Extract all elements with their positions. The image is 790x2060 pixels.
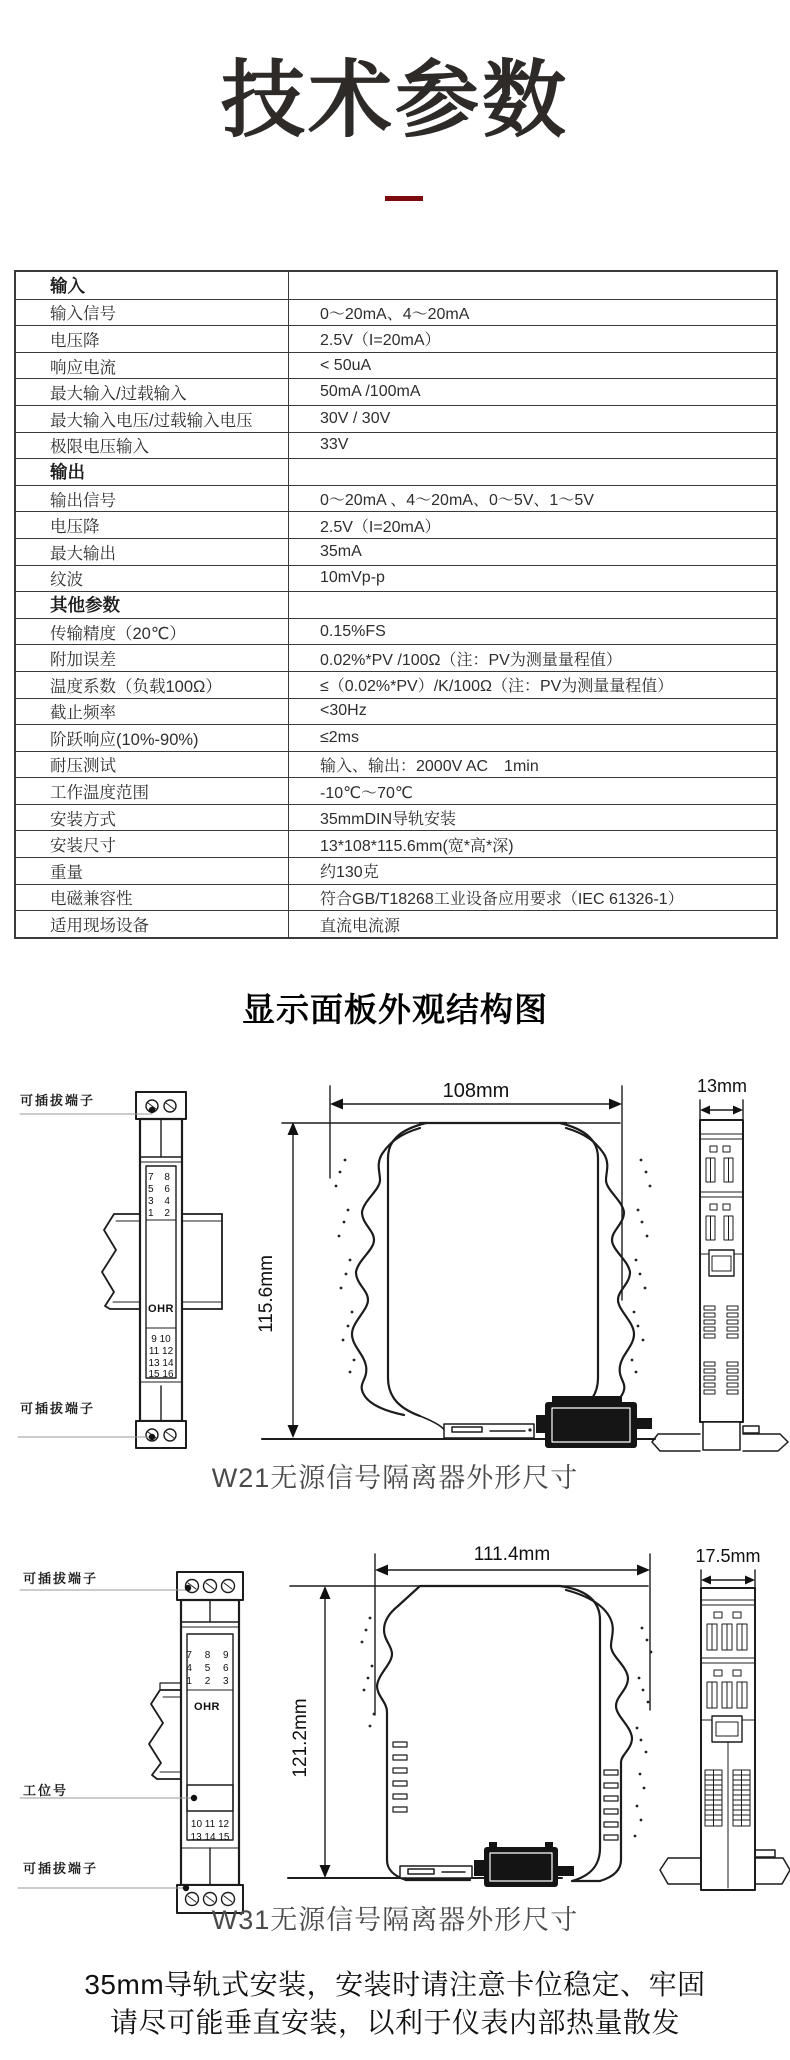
w21-height-dim-text: 115.6mm <box>256 1255 277 1333</box>
w31-bottom-pointer-dot <box>183 1885 189 1891</box>
w21-side-view <box>262 1086 655 1448</box>
svg-text:3 4: 3 4 <box>148 1196 174 1207</box>
svg-text:11 12: 11 12 <box>148 1346 174 1357</box>
row-value: 0.02%*PV /100Ω（注：PV为测量量程值） <box>320 651 622 669</box>
svg-text:13 14: 13 14 <box>148 1358 174 1369</box>
row-label: 最大输出 <box>16 539 289 565</box>
w31-pointer-lines <box>18 1590 194 1888</box>
row-value: 13*108*115.6mm(宽*高*深) <box>320 837 514 855</box>
table-row <box>16 565 776 592</box>
table-row <box>16 830 776 857</box>
w31-station-label: 工位号 <box>23 1783 69 1798</box>
table-row <box>16 698 776 725</box>
table-section-row <box>16 458 776 485</box>
row-label: 安装方式 <box>16 805 289 831</box>
w31-depth-dimension <box>701 1570 755 1588</box>
installation-note-line2: 请尽可能垂直安装，以利于仪表内部热量散发 <box>109 2007 680 2038</box>
table-row <box>16 352 776 379</box>
w31-station-pointer-dot <box>191 1795 197 1801</box>
row-label: 输出信号 <box>16 486 289 512</box>
w21-end-view <box>652 1100 788 1451</box>
table-row <box>16 777 776 804</box>
table-row <box>16 325 776 352</box>
svg-text:9 10: 9 10 <box>151 1334 171 1345</box>
w31-height-dim-text: 121.2mm <box>290 1698 311 1778</box>
row-label: 温度系数（负载100Ω） <box>16 672 289 698</box>
w31-din-rail <box>149 1683 182 1779</box>
row-label: 安装尺寸 <box>16 831 289 857</box>
page-title: 技术参数 <box>220 53 569 147</box>
row-value: 30V / 30V <box>320 409 391 427</box>
table-row <box>16 751 776 778</box>
row-value <box>289 592 776 618</box>
table-row <box>16 804 776 831</box>
w21-pointer-lines <box>18 1114 152 1437</box>
w21-width-dim-text: 108mm <box>442 1080 510 1102</box>
row-value: < 50uA <box>320 356 372 374</box>
w31-drawing <box>0 1530 790 1930</box>
w31-caption: W31无源信号隔离器外形尺寸 <box>211 1905 579 1935</box>
svg-text:4 5 6: 4 5 6 <box>186 1663 234 1674</box>
table-row <box>16 378 776 405</box>
row-label: 纹波 <box>16 566 289 592</box>
w31-flank-dots <box>361 1617 653 1838</box>
w21-end-rail-section <box>652 1422 788 1451</box>
row-label: 电磁兼容性 <box>16 885 289 911</box>
table-row <box>16 724 776 751</box>
table-row <box>16 644 776 671</box>
row-value: 约130克 <box>320 864 379 882</box>
svg-text:10 11 12: 10 11 12 <box>190 1819 230 1830</box>
w21-drawing <box>0 1060 790 1460</box>
row-label: 响应电流 <box>16 353 289 379</box>
table-row <box>16 405 776 432</box>
w31-top-terminal-label: 可插拔端子 <box>23 1571 99 1586</box>
svg-text:15 16: 15 16 <box>148 1369 174 1380</box>
table-row <box>16 618 776 645</box>
row-label: 耐压测试 <box>16 752 289 778</box>
spec-table <box>14 270 778 939</box>
row-label: 附加误差 <box>16 645 289 671</box>
w31-width-dimension <box>375 1554 650 1715</box>
w21-flank-dots <box>335 1159 652 1374</box>
row-value: 50mA /100mA <box>320 383 421 401</box>
row-label: 输出 <box>16 459 289 485</box>
table-section-row <box>16 591 776 618</box>
svg-text:5 6: 5 6 <box>148 1184 174 1195</box>
row-label: 工作温度范围 <box>16 778 289 804</box>
panel-section-title: 显示面板外观结构图 <box>242 991 548 1028</box>
w21-front-view <box>136 1092 186 1448</box>
row-value: 直流电流源 <box>320 917 401 935</box>
table-row <box>16 857 776 884</box>
w31-side-view <box>288 1554 652 1887</box>
row-label: 其他参数 <box>16 592 289 618</box>
row-label: 输入信号 <box>16 300 289 326</box>
row-value: 输入、输出：2000V AC 1min <box>320 757 539 775</box>
table-row <box>16 884 776 911</box>
w31-top-pointer-dot <box>185 1585 191 1591</box>
row-value: 2.5V（I=20mA） <box>320 332 441 350</box>
row-label: 适用现场设备 <box>16 911 289 937</box>
w21-bottom-terminal-label: 可插拔端子 <box>20 1401 96 1416</box>
w21-bottom-pointer-dot <box>149 1434 155 1440</box>
row-label: 最大输入电压/过载输入电压 <box>16 406 289 432</box>
title-accent-dash <box>385 196 423 201</box>
w31-brand-logo: OHR <box>194 1701 220 1713</box>
row-label: 阶跃响应(10%-90%) <box>16 725 289 751</box>
row-value: -10℃～70℃ <box>320 784 413 802</box>
row-label: 输入 <box>16 272 289 299</box>
row-value: 10mVp-p <box>320 569 385 587</box>
row-value: 0～20mA、4～20mA <box>320 305 470 323</box>
table-row <box>16 432 776 459</box>
row-value: <30Hz <box>320 702 367 720</box>
w21-top-pointer-dot <box>149 1107 155 1113</box>
table-row <box>16 671 776 698</box>
row-label: 电压降 <box>16 512 289 538</box>
w31-din-clip <box>400 1866 472 1878</box>
w31-width-dim-text: 111.4mm <box>473 1544 551 1565</box>
svg-text:7 8 9: 7 8 9 <box>186 1650 234 1661</box>
row-value: 2.5V（I=20mA） <box>320 518 441 536</box>
table-row <box>16 910 776 937</box>
w21-top-terminal-label: 可插拔端子 <box>20 1093 96 1108</box>
row-label: 电压降 <box>16 326 289 352</box>
svg-text:7 8: 7 8 <box>148 1172 174 1183</box>
row-label: 传输精度（20℃） <box>16 619 289 645</box>
w21-rail-connector-block <box>536 1396 652 1448</box>
w31-rail-connector-block <box>474 1842 574 1887</box>
w21-depth-dimension <box>700 1100 743 1120</box>
svg-text:1 2 3: 1 2 3 <box>186 1676 234 1687</box>
table-row <box>16 485 776 512</box>
row-value: 33V <box>320 436 349 454</box>
row-value <box>289 272 776 299</box>
row-label: 截止频率 <box>16 699 289 725</box>
row-label: 重量 <box>16 858 289 884</box>
table-row <box>16 538 776 565</box>
installation-note-line1: 35mm导轨式安装，安装时请注意卡位稳定、牢固 <box>84 1969 706 2000</box>
w21-depth-dim-text: 13mm <box>696 1076 748 1096</box>
row-value: 35mmDIN导轨安装 <box>320 811 457 829</box>
w31-depth-dim-text: 17.5mm <box>695 1546 761 1566</box>
svg-text:13 14 15: 13 14 15 <box>190 1832 230 1843</box>
w31-end-view <box>660 1570 790 1890</box>
w21-brand-logo: OHR <box>148 1303 174 1315</box>
w21-caption: W21无源信号隔离器外形尺寸 <box>211 1463 579 1493</box>
row-value <box>289 459 776 485</box>
w31-vent-slots <box>393 1742 618 1840</box>
row-value: 符合GB/T18268工业设备应用要求（IEC 61326-1） <box>320 890 684 908</box>
w31-height-dimension <box>288 1586 648 1878</box>
row-value: ≤2ms <box>320 728 360 746</box>
w31-front-view <box>177 1572 243 1913</box>
row-label: 最大输入/过载输入 <box>16 379 289 405</box>
w31-bottom-terminal-label: 可插拔端子 <box>23 1861 99 1876</box>
row-value: ≤（0.02%*PV）/K/100Ω（注：PV为测量量程值） <box>320 678 674 696</box>
table-row <box>16 299 776 326</box>
table-section-row <box>16 272 776 299</box>
row-label: 极限电压输入 <box>16 433 289 459</box>
installation-note <box>0 1966 790 2042</box>
table-row <box>16 511 776 538</box>
row-value: 35mA <box>320 542 362 560</box>
row-value: 0.15%FS <box>320 622 386 640</box>
row-value: 0～20mA 、4～20mA、0～5V、1～5V <box>320 492 594 510</box>
svg-text:1 2: 1 2 <box>148 1208 174 1219</box>
